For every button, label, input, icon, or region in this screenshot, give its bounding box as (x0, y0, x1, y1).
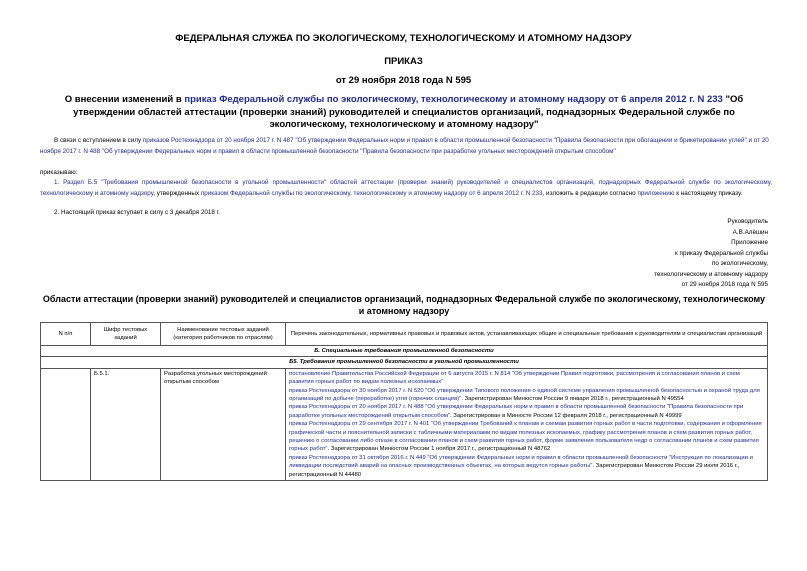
item1-text-c: к настоящему приказу. (674, 189, 743, 197)
table-header-row (41, 323, 768, 346)
header-cell: Перечень законодательных, нормативных правовых и правовых актов, устанавливающих общие и специальные требования к руководителям и специалистам организаций (286, 323, 768, 346)
doc-entry (289, 387, 764, 404)
item1-text-b: , изложить в редакции согласно (542, 189, 638, 197)
preamble-text: В связи с вступлением в силу (54, 137, 143, 144)
agency-heading: ФЕДЕРАЛЬНАЯ СЛУЖБА ПО ЭКОЛОГИЧЕСКОМУ, ТЕХНОЛОГИЧЕСКОМУ И АТОМНОМУ НАДЗОРУ (175, 33, 632, 44)
table-row (41, 368, 768, 480)
row-code: Б.5.1. (91, 368, 161, 480)
paragraph-preamble (40, 136, 772, 157)
row-docs (286, 368, 768, 480)
signature-block (727, 217, 768, 238)
appendix-line: Приложение (731, 239, 768, 246)
item1-link-section[interactable]: 1. Раздел Б.5 "Требования промышленной безопасности в угольной промышленности" областей аттестации (проверки знаний) руководителей и специалистов организаций, поднадзорных Федеральной службе по экологическому, технологическому и атомному надзору (40, 179, 772, 197)
doc-link[interactable]: приказ Ростехнадзора от 31 октября 2016 г. N 449 "Об утверждении Федеральных норм и правил в области промышленной безопасности "Инструкция по локализации и ликвидации последствий аварий на опасных производственных объектах, на которых ведутся горные работы" (289, 454, 753, 470)
paragraph-item-2: 2. Настоящий приказ вступает в силу с 3 декабря 2018 г. (54, 209, 220, 216)
date-number: от 29 ноября 2018 года N 595 (335, 75, 472, 86)
doc-link[interactable]: приказ Ростехнадзора от 30 ноября 2017 г. N 520 "Об утверждении Типового положения о единой системе управления промышленной безопасностью и охраной труда для организаций по добыче (переработке) угля (горючих сланцев)" (289, 387, 760, 403)
doc-link[interactable]: приказ Ростехнадзора от 29 сентября 2017 г. N 401 "Об утверждении Требований к планам и схемам развития горных работ в части подготовки, содержания и оформления графической части и пояснительной записки с табличными материалами по видам полезных ископаемых, графику рассмотрения планов и схем развития горных работ, решению о согласовании либо отказе в согласовании планов и схем развития горных работ, форме заявления пользователя недр о согласовании планов и схем развития горных работ" (289, 421, 762, 453)
doc-type-heading: ПРИКАЗ (384, 56, 423, 67)
doc-text: . Зарегистрирован в Минюсте России 12 февраля 2018 г., регистрационный N 49999 (450, 412, 682, 419)
doc-text: . Зарегистрирован Минюстом России 29 июля 2016 г., регистрационный N 44480 (289, 463, 740, 478)
doc-entry (289, 420, 764, 454)
title-prefix: О внесении изменений в (64, 94, 185, 105)
paragraph-item-1 (40, 178, 772, 199)
doc-entry (289, 370, 764, 387)
attestation-table (40, 322, 768, 481)
doc-text: . Зарегистрирован Минюстом России 1 ноября 2017 г., регистрационный N 48762 (327, 446, 551, 453)
title-link[interactable]: приказ Федеральной службы по экологическому, технологическому и атомному надзору от 6 апреля 2012 г. N 233 (184, 94, 723, 105)
appendix-block (654, 238, 768, 291)
doc-entry (289, 403, 764, 420)
appendix-line: от 29 ноября 2018 года N 595 (681, 281, 768, 288)
section-heading: Б. Специальные требования промышленной безопасности (41, 346, 768, 357)
appendix-line: по экологическому, (711, 260, 768, 267)
header-cell: Наименование тестовых заданий (категория работников по отраслям) (161, 323, 286, 346)
table-section-row (41, 357, 768, 368)
row-name: Разработка угольных месторождений открытым способом (161, 368, 286, 480)
doc-link[interactable]: приказ Ростехнадзора от 20 ноября 2017 г. N 488 "Об утверждении Федеральных норм и правил в области промышленной безопасности "Правила безопасности при разработке угольных месторождений открытым способом" (289, 404, 744, 419)
doc-entry (289, 454, 764, 479)
header-cell: Шифр тестовых заданий (91, 323, 161, 346)
order-title (40, 94, 768, 132)
subsection-heading: Б5. Требования промышленной безопасности в угольной промышленности (41, 357, 768, 368)
item1-link-appendix[interactable]: приложению (637, 189, 675, 197)
appendix-line: к приказу Федеральной службы (675, 249, 768, 257)
table-section-row (41, 346, 768, 357)
paragraph-order: приказываю: (40, 169, 78, 176)
appendix-title: Области аттестации (проверки знаний) руководителей и специалистов организаций, поднадзорных Федеральной службе по экологическому, технологическому и атомному надзору (42, 294, 766, 316)
signature-role: Руководитель (727, 218, 768, 225)
title-suffix: "Об утверждении областей аттестации (проверки знаний) руководителей и специалистов организаций, поднадзорных Федеральной службе по экологическому, технологическому и атомному надзору" (73, 94, 744, 130)
appendix-line: технологическому и атомному надзору (654, 270, 768, 278)
item1-text-a: , утвержденных (153, 189, 201, 197)
signature-name: А.В.Алёшин (732, 228, 768, 236)
item1-link-order[interactable]: приказом Федеральной службы по экологическому, технологическому и атомному надзору от 6 апреля 2012 г. N 233 (200, 189, 543, 197)
doc-link[interactable]: постановление Правительства Российской Федерации от 6 августа 2015 г. N 814 "Об утверждении Правил подготовки, рассмотрения и согласования планов и схем развития горных работ по видам полезных ископаемых" (289, 370, 740, 386)
row-number (41, 368, 91, 480)
doc-text: . Зарегистрирован Минюстом России 9 января 2018 г., регистрационный N 49554 (461, 396, 684, 403)
header-cell: N п/п (41, 323, 91, 346)
preamble-link[interactable]: приказов Ростехнадзора от 20 ноября 2017 г. N 487 "Об утверждении Федеральных норм и правил в области промышленной безопасности "Правила безопасности при обогащении и брикетировании углей" и от 20 ноября 2017 г. N 488 "Об утверждении Федеральных норм и правил в области промышленной безопасности "Правила безопасности при разработке угольных месторождений открытым способом" (40, 137, 769, 155)
